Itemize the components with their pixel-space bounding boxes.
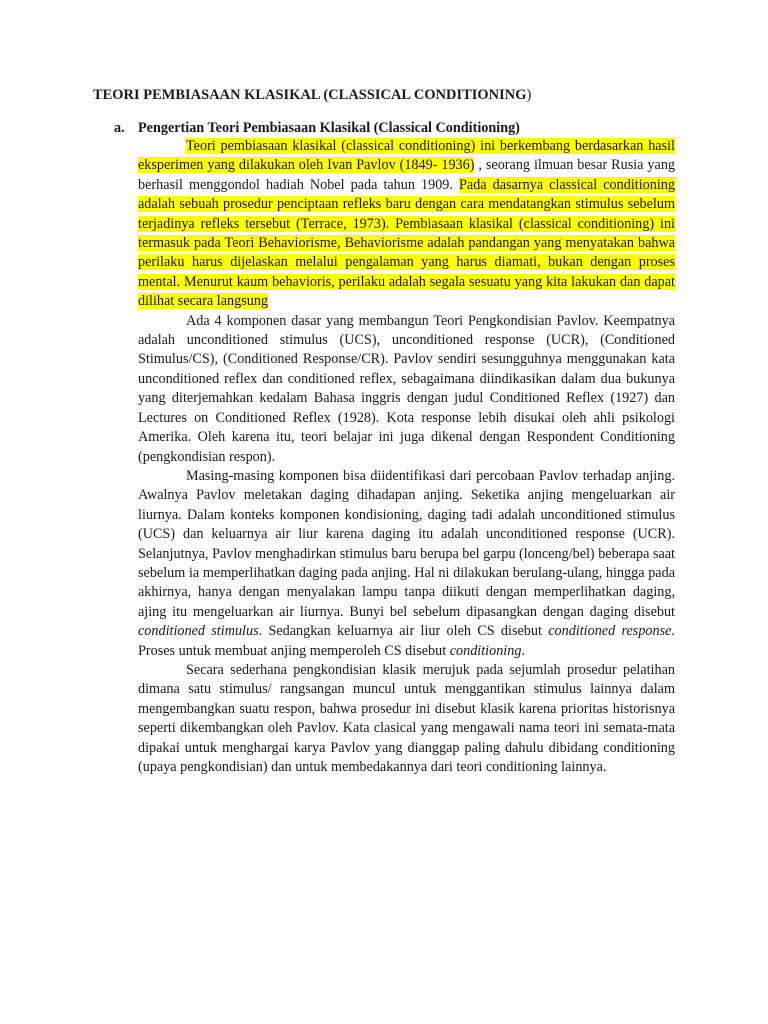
section-heading-text: Pengertian Teori Pembiasaan Klasikal (Classical Conditioning): [138, 120, 520, 136]
italic-term: conditioning: [449, 642, 522, 659]
plain-text: , seorang ilmuan besar Rusia yang berhasil menggondol hadiah Nobel pada tahun 1909.: [138, 157, 676, 193]
section-heading: [114, 120, 674, 137]
paragraph-3-text: .: [521, 642, 525, 659]
section-marker: a.: [114, 120, 125, 136]
paragraph-3-text: . Sedangkan keluarnya air liur oleh CS disebut: [258, 623, 549, 640]
highlighted-text: Teori pembiasaan klasikal (classical conditioning) ini berkembang berdasarkan hasil eksperimen yang dilakukan oleh Ivan Pavlov (1849- 1936): [138, 138, 675, 174]
title-close-paren: ): [526, 87, 532, 103]
document-body: [138, 137, 675, 777]
paragraph-4: Secara sederhana pengkondisian klasik merujuk pada sejumlah prosedur pelatihan dimana satu stimulus/ rangsangan muncul untuk menggantikan stimulus lainnya dalam mengembangkan suatu respon, bahwa prosedur ini disebut klasik karena prioritas historisnya seperti dikembangkan oleh Pavlov. Kata clasical yang mengawali nama teori ini semata-mata dipakai untuk menghargai karya Pavlov yang dianggap paling dahulu dibidang conditioning (upaya pengkondisian) dan untuk membedakannya dari teori conditioning lainnya.: [138, 661, 675, 775]
paragraph-1: [138, 137, 675, 312]
italic-term: conditioned response: [548, 623, 672, 640]
italic-term: conditioned stimulus: [138, 623, 259, 640]
document-title: [93, 87, 693, 104]
paragraph-2: Ada 4 komponen dasar yang membangun Teori Pengkondisian Pavlov. Keempatnya adalah unconditioned stimulus (UCS), unconditioned response (UCR), (Conditioned Stimulus/CS), (Conditioned Response/CR). Pavlov sendiri sesungguhnya menggunakan kata unconditioned reflex dan conditioned reflex, sebagaimana diindikasikan dalam dua bukunya yang diterjemahkan kedalam Bahasa inggris dengan judul Conditioned Reflex (1927) dan Lectures on Conditioned Reflex (1928). Kota response lebih disukai oleh ahli psikologi Amerika. Oleh karena itu, teori belajar ini juga dikenal dengan Respondent Conditioning (pengkondisian respon).: [138, 312, 675, 465]
paragraph-3-text: Masing-masing komponen bisa diidentifikasi dari percobaan Pavlov terhadap anjing. Awalnya Pavlov meletakan daging dihadapan anjing. Seketika anjing mengeluarkan air liurnya. Dalam konteks komponen kondisioning, daging tadi adalah unconditioned stimulus (UCS) dan keluarnya air liur karena daging itu adalah unconditioned response (UCR). Selanjutnya, Pavlov menghadirkan stimulus baru berupa bel garpu (lonceng/bel) beberapa saat sebelum ia memperlihatkan daging pada anjing. Hal ni dilakukan berulang-ulang, hingga pada akhirnya, hanya dengan menyalakan lampu tanpa diikuti dengan memperlihatkan daging, ajing itu mengeluarkan air liurnya. Bunyi bel sebelum dipasangkan dengan daging disebut: [138, 467, 675, 620]
title-text: TEORI PEMBIASAAN KLASIKAL (CLASSICAL CONDITIONING: [93, 87, 527, 103]
highlighted-text: Pada dasarnya classical conditioning adalah sebuah prosedur penciptaan refleks baru dengan cara mendatangkan stimulus sebelum terjadinya refleks tersebut (Terrace, 1973). Pembiasaan klasikal (classical conditioning) ini termasuk pada Teori Behaviorisme, Behaviorisme adalah pandangan yang menyatakan bahwa perilaku harus dijelaskan melalui pengalaman yang harus diamati, bukan dengan proses mental. Menurut kaum behavioris, perilaku adalah segala sesuatu yang kita lakukan dan dapat dilihat secara langsung: [138, 176, 675, 310]
paragraph-3-text: . Proses untuk membuat anjing memperoleh CS disebut: [138, 623, 675, 659]
paragraph-3: [138, 467, 675, 661]
